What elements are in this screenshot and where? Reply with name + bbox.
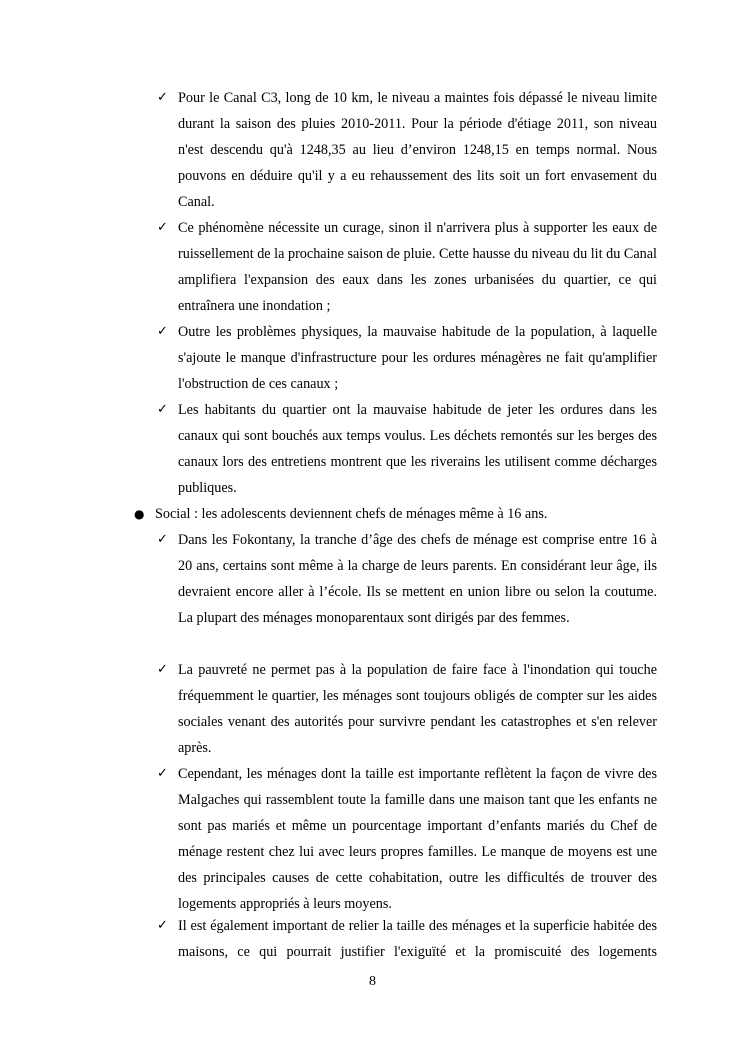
bullet-item-social <box>134 501 654 527</box>
checklist-item <box>157 657 657 761</box>
checkmark-icon: ✓ <box>157 662 168 677</box>
paragraph-text: Cependant, les ménages dont la taille est importante reflètent la façon de vivre des Malgaches qui rassemblent toute la famille dans une maison tant que les enfants ne sont pas mariés et même un pourcentage important d’enfants mariés du Chef de ménage restent chez lui avec leurs propres familles. Le manque de moyens est une des principales causes de cette cohabitation, outre les difficultés de trouver des logements appropriés à leurs moyens. <box>178 766 657 912</box>
paragraph-text: Les habitants du quartier ont la mauvaise habitude de jeter les ordures dans les canaux qui sont bouchés aux temps voulus. Les déchets remontés sur les berges des canaux lors des entretiens montrent que les riverains les utilisent comme décharges publiques. <box>178 402 657 496</box>
checklist-item <box>157 913 657 965</box>
checkmark-icon: ✓ <box>157 90 168 105</box>
checklist-item <box>157 319 657 397</box>
checkmark-icon: ✓ <box>157 220 168 235</box>
paragraph-text: La pauvreté ne permet pas à la population de faire face à l'inondation qui touche fréquemment le quartier, les ménages sont toujours obligés de compter sur les aides sociales venant des autorités pour survivre pendant les catastrophes et s'en relever après. <box>178 662 657 756</box>
checklist-item <box>157 397 657 501</box>
checklist-item <box>157 761 657 917</box>
checkmark-icon: ✓ <box>157 402 168 417</box>
paragraph-text: Pour le Canal C3, long de 10 km, le niveau a maintes fois dépassé le niveau limite durant la saison des pluies 2010-2011. Pour la période d'étiage 2011, son niveau n'est descendu qu'à 1248,35 au lieu d’environ 1248,15 en temps normal. Nous pouvons en déduire qu'il y a eu rehaussement des lits soit un fort envasement du Canal. <box>178 90 657 210</box>
paragraph-text: Ce phénomène nécessite un curage, sinon il n'arrivera plus à supporter les eaux de ruissellement de la prochaine saison de pluie. Cette hausse du niveau du lit du Canal amplifiera l'expansion des eaux dans les zones urbanisées du quartier, ce qui entraînera une inondation ; <box>178 220 657 314</box>
paragraph-text: Outre les problèmes physiques, la mauvaise habitude de la population, à laquelle s'ajoute le manque d'infrastructure pour les ordures ménagères ne fait qu'amplifier l'obstruction de ces canaux ; <box>178 324 657 392</box>
checkmark-icon: ✓ <box>157 324 168 339</box>
page-number: 8 <box>369 974 376 989</box>
checkmark-icon: ✓ <box>157 532 168 547</box>
checklist-item <box>157 85 657 215</box>
checkmark-icon: ✓ <box>157 918 168 933</box>
checklist-item <box>157 215 657 319</box>
bullet-icon: ● <box>134 507 145 521</box>
paragraph-text: Il est également important de relier la taille des ménages et la superficie habitée des maisons, ce qui pourrait justifier l'exiguïté et la promiscuité des logements <box>178 918 657 960</box>
checklist-item <box>157 527 657 631</box>
bullet-text: Social : les adolescents deviennent chefs de ménages même à 16 ans. <box>155 506 548 522</box>
paragraph-text: Dans les Fokontany, la tranche d’âge des chefs de ménage est comprise entre 16 à 20 ans, certains sont même à la charge de leurs parents. En considérant leur âge, ils devraient encore aller à l’école. Ils se mettent en union libre ou selon la coutume. La plupart des ménages monoparentaux sont dirigés par des femmes. <box>178 532 657 626</box>
checkmark-icon: ✓ <box>157 766 168 781</box>
